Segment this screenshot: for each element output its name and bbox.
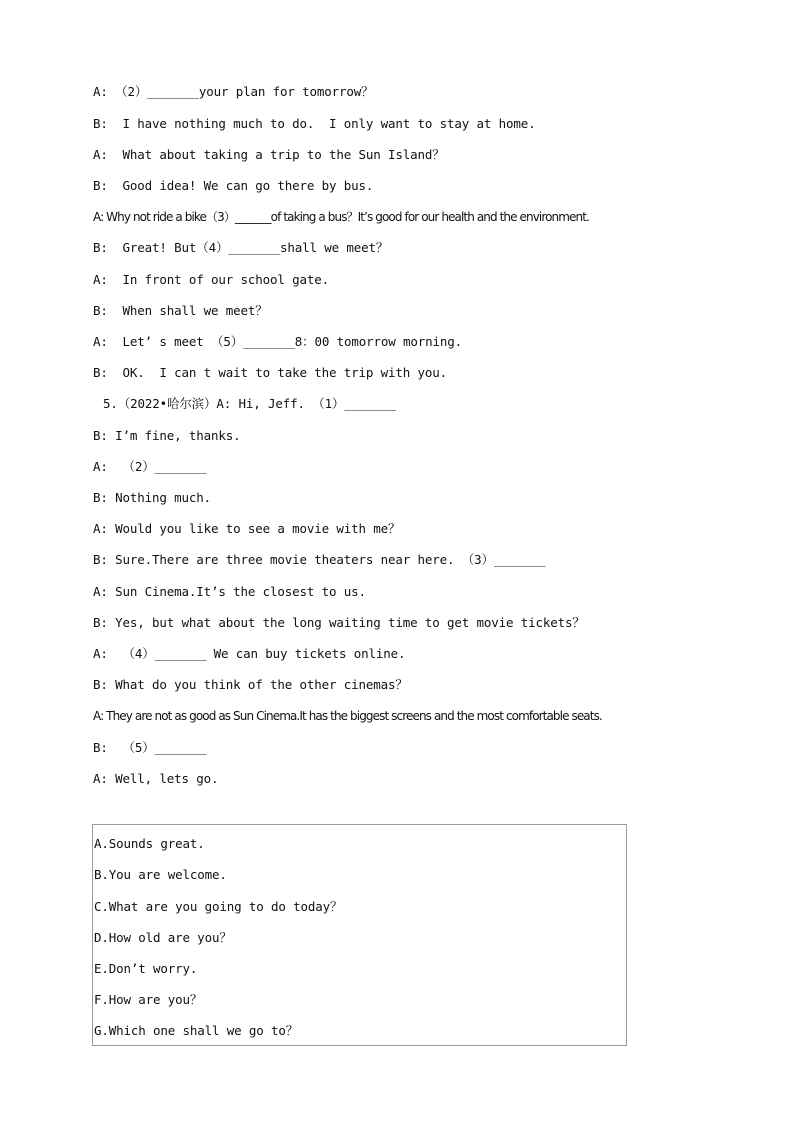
dialogue-line: A: Why not ride a bike（3）_______of taking a bus？It’s good for our health and the environment. <box>93 210 589 224</box>
option-item: A.Sounds great. <box>94 836 205 851</box>
dialogue-line: A: In front of our school gate. <box>93 272 330 287</box>
option-item: F.How are you？ <box>94 992 203 1007</box>
dialogue-line: A: Well, lets go. <box>93 771 219 786</box>
dialogue-line: B: Yes, but what about the long waiting time to get movie tickets？ <box>93 615 585 630</box>
dialogue-line: B: （5）_______ <box>93 740 207 755</box>
dialogue-line: B: What do you think of the other cinemas？ <box>93 677 408 692</box>
option-item: E.Don’t worry. <box>94 961 198 976</box>
dialogue-line: B: When shall we meet？ <box>93 303 268 318</box>
dialogue-line: A: Would you like to see a movie with me？ <box>93 521 401 536</box>
dialogue-line: B: Great! But（4）_______shall we meet？ <box>93 240 389 255</box>
dialogue-line: B: Nothing much. <box>93 490 212 505</box>
dialogue-line: B: Good idea! We can go there by bus. <box>93 178 374 193</box>
dialogue-line: A: （2）_______ <box>93 459 207 474</box>
dialogue-line: B: OK. I can t wait to take the trip with you. <box>93 365 448 380</box>
dialogue-line: B: I have nothing much to do. I only want to stay at home. <box>93 116 536 131</box>
option-item: B.You are welcome. <box>94 867 227 882</box>
dialogue-line: A: Sun Cinema.It’s the closest to us. <box>93 584 366 599</box>
dialogue-line: B: Sure.There are three movie theaters near here. （3）_______ <box>93 552 546 567</box>
dialogue-line: B: I’m fine, thanks. <box>93 428 241 443</box>
options-box <box>92 824 627 1046</box>
dialogue-line: A: What about taking a trip to the Sun Island？ <box>93 147 445 162</box>
option-item: G.Which one shall we go to？ <box>94 1023 299 1038</box>
option-item: D.How old are you？ <box>94 930 232 945</box>
dialogue-line: A: （2）_______your plan for tomorrow？ <box>93 84 374 99</box>
dialogue-line: A: They are not as good as Sun Cinema.It has the biggest screens and the most comfortable seats. <box>93 709 602 723</box>
option-item: C.What are you going to do today？ <box>94 899 343 914</box>
question-header: 5.（2022•哈尔滨）A: Hi, Jeff. （1）_______ <box>103 396 396 411</box>
dialogue-line: A: Let’ s meet （5）_______8：00 tomorrow morning. <box>93 334 462 349</box>
dialogue-line: A: （4）_______ We can buy tickets online. <box>93 646 406 661</box>
